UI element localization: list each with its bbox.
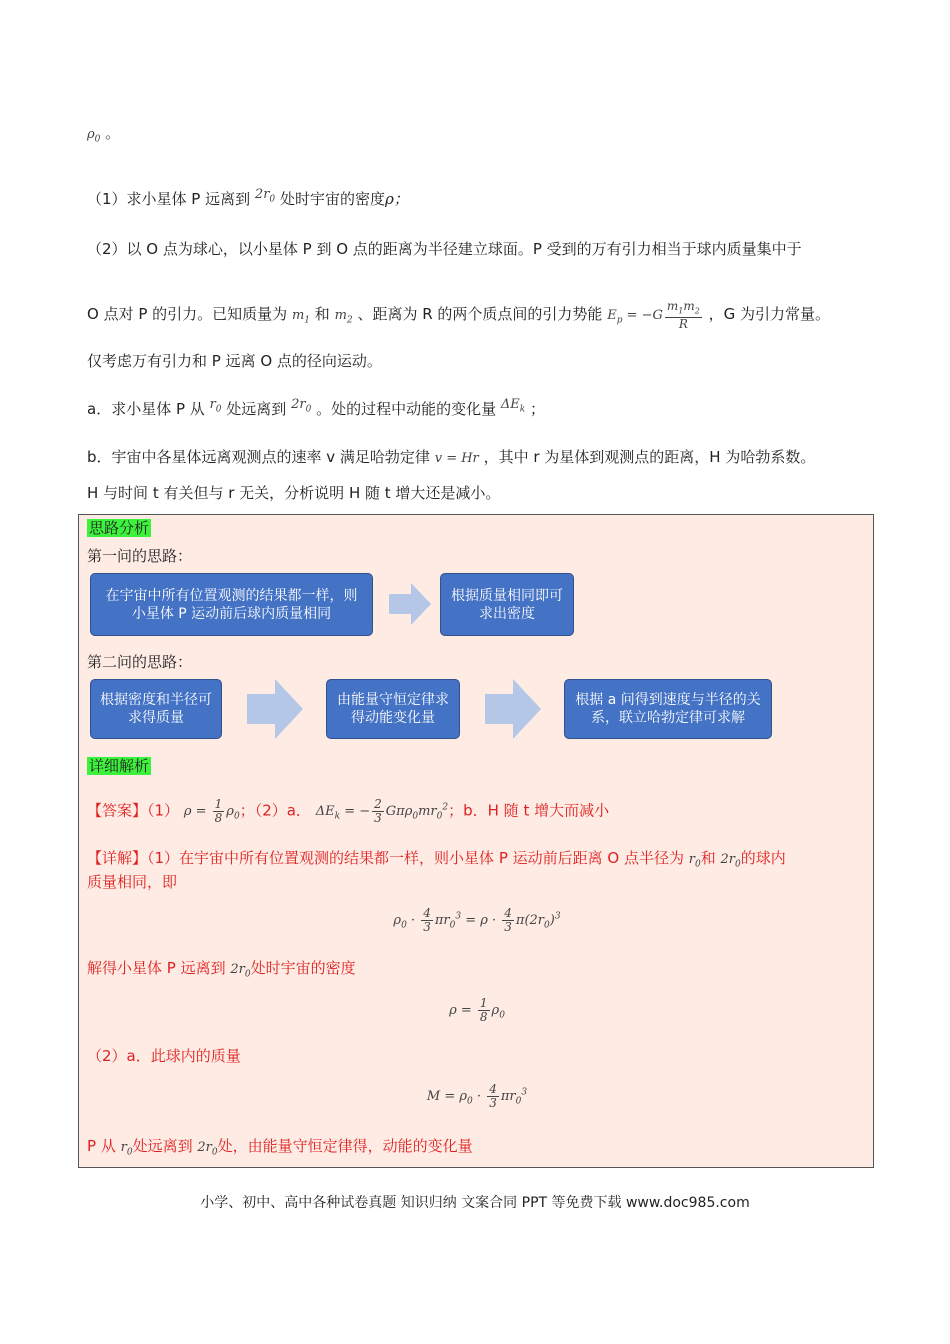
rho0-tail: 。 [105, 124, 121, 142]
flow-box-4: 由能量守恒定律求得动能变化量 [326, 679, 460, 739]
move-r0: $r_0$ [120, 1140, 133, 1158]
move-line: P 从 $r_0$处远离到 $2r_0$处，由能量守恒定律得，动能的变化量 [87, 1137, 473, 1158]
flow-arrow-2 [247, 679, 303, 739]
second-question-label: 第二问的思路： [87, 653, 193, 671]
detail-heading: 详细解析 [89, 757, 150, 775]
formula-2r0: $2r_0$ [254, 187, 276, 205]
solve-line: 解得小星体 P 远离到 $2r_0$处时宇宙的密度 [87, 959, 356, 980]
flow-box-2: 根据质量相同即可求出密度 [440, 573, 574, 636]
part-2a-line: （2）a．此球内的质量 [87, 1047, 241, 1065]
mass-equation: $\rho_0$ · $\frac{4}{3}$ $\pi r_0^3 = \rho$ · $\frac{4}{3}$ $\pi(2r_0)^3$ [393, 906, 561, 934]
formula-delta-ek: $\Delta E_k$ [500, 397, 526, 415]
detail-2r0: $2r_0$ [720, 852, 741, 870]
flow-box-3: 根据密度和半径可求得质量 [90, 679, 222, 739]
question-1: （1）求小星体 P 远离到 $2r_0$ 处时宇宙的密度ρ； [87, 187, 409, 208]
question-2-line1: （2）以 O 点为球心，以小星体 P 到 O 点的距离为半径建立球面。P 受到的万有引力相当于球内质量集中于 [87, 240, 802, 258]
question-2b-line1: b．宇宙中各星体远离观测点的速率 v 满足哈勃定律 v = Hr ，其中 r 为星体到观测点的距离，H 为哈勃系数。 [87, 448, 816, 466]
solve-2r0: $2r_0$ [230, 962, 251, 980]
formula-hubble: v = Hr [434, 451, 479, 466]
formula-m1: $m_1$ [291, 308, 311, 326]
formula-r0: $r_0$ [209, 397, 222, 415]
answer-formula-ek: $\Delta E_k$ = − $\frac{2}{3}$ $G\pi\rho_0mr_0^2$ [315, 797, 449, 826]
analysis-panel [78, 514, 874, 1168]
density-result: ρ = $\frac{1}{8}$ $\rho_0$ [449, 996, 505, 1024]
answer-line: 【答案】（1） ρ = $\frac{1}{8}$ $\rho_0$；（2）a． $\Delta E_k$ = − $\frac{2}{3}$ $G\pi\rho_0mr_0^2$；b．H 随 t 增大而减小 [87, 797, 610, 826]
rho0-line [87, 122, 120, 151]
first-question-label: 第一问的思路： [87, 547, 193, 565]
flow-arrow-3 [485, 679, 541, 739]
rho0-formula: $\rho_0$ [87, 127, 101, 145]
flow-box-1: 在宇宙中所有位置观测的结果都一样，则小星体 P 运动前后球内质量相同 [90, 573, 373, 636]
page-footer: 小学、初中、高中各种试卷真题 知识归纳 文案合同 PPT 等免费下载 www.doc985.com [200, 1195, 750, 1211]
flow-arrow-1 [389, 583, 431, 625]
answer-formula-rho: ρ = $\frac{1}{8}$ $\rho_0$ [183, 797, 240, 826]
detail-line-2: 质量相同，即 [87, 873, 178, 891]
question-2a: a．求小星体 P 从 $r_0$ 处远离到 $2r_0$ 。处的过程中动能的变化量 $\Delta E_k$ ； [87, 397, 546, 418]
question-2-line3: 仅考虑万有引力和 P 远离 O 点的径向运动。 [87, 352, 382, 370]
flow-box-5: 根据 a 问得到速度与半径的关系，联立哈勃定律可求解 [564, 679, 772, 739]
detail-r0: $r_0$ [688, 852, 701, 870]
question-2b-line2: H 与时间 t 有关但与 r 无关，分析说明 H 随 t 增大还是减小。 [87, 484, 501, 502]
question-2-line2: O 点对 P 的引力。已知质量为 $m_1$ 和 $m_2$ 、距离为 R 的两个质点间的引力势能 $E_p = -G$ $\frac{m_1m_2}{R}$ ，G 为引力常量。 [87, 299, 831, 332]
formula-ep: $E_p = -G$ $\frac{m_1m_2}{R}$ [607, 299, 700, 332]
move-2r0: $2r_0$ [197, 1140, 218, 1158]
thinking-heading: 思路分析 [89, 519, 150, 537]
detail-line-1: 【详解】（1）在宇宙中所有位置观测的结果都一样，则小星体 P 运动前后距离 O 点半径为 $r_0$和 $2r_0$的球内 [87, 849, 786, 870]
formula-2r0-a: $2r_0$ [291, 397, 312, 415]
formula-m2: $m_2$ [334, 308, 353, 326]
mass-result: $M = \rho_0$ · $\frac{4}{3}$ $\pi r_0^3$ [426, 1082, 528, 1110]
